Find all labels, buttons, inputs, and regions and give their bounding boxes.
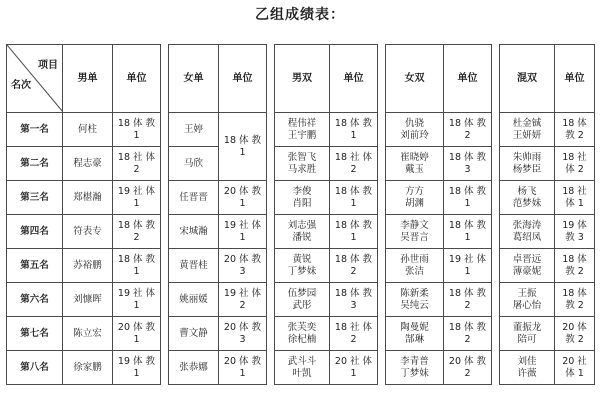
player-name: 郜琳 [404,333,424,345]
player-name: 张芙奕 [287,321,317,333]
column-gap [267,215,275,249]
mixed-doubles-player-cell [500,181,555,215]
table-row [7,215,595,249]
column-gap [267,317,275,351]
mens-doubles-player-cell [275,283,330,317]
column-gap [492,45,500,113]
mens-singles-player-cell [63,147,113,181]
mens-singles-unit-cell: 18 体 教 2 [113,215,161,249]
mixed-doubles-player-cell [500,283,555,317]
column-gap [267,113,275,147]
rank-cell: 第四名 [7,215,63,249]
player-name: 屠心怡 [512,299,542,311]
table-row [7,147,595,181]
player-name: 何柱 [77,123,97,135]
header-mens-doubles: 男双 [275,45,330,113]
column-gap [492,113,500,147]
header-unit: 单位 [219,45,267,113]
womens-singles-player-cell [169,147,219,181]
player-name: 徐杞楠 [287,333,317,345]
player-name: 刘志强 [287,219,317,231]
mixed-doubles-unit-cell: 19 体 教 3 [555,215,595,249]
diagonal-line [7,45,63,112]
player-name: 方方 [404,185,424,197]
header-unit: 单位 [113,45,161,113]
womens-doubles-unit-cell: 18 体 教 2 [444,113,492,147]
header-womens-singles: 女单 [169,45,219,113]
womens-doubles-player-cell [386,215,444,249]
womens-doubles-unit-cell: 18 体 教 3 [444,147,492,181]
player-name: 曹文静 [179,327,208,339]
column-gap [378,181,386,215]
table-row [7,113,595,147]
player-name: 董振龙 [512,321,542,333]
womens-singles-unit-cell: 19 社 体 1 [219,215,267,249]
mixed-doubles-unit-cell: 18 社 体 1 [555,181,595,215]
mixed-doubles-player-cell [500,113,555,147]
player-name: 范梦妹 [512,197,542,209]
header-womens-doubles: 女双 [386,45,444,113]
player-name: 程志豪 [73,157,102,169]
player-name: 潘锐 [292,231,312,243]
player-name: 孙世雨 [400,253,429,265]
player-name: 刘慷晖 [73,293,102,305]
rank-cell: 第六名 [7,283,63,317]
column-gap [161,283,169,317]
mens-singles-unit-cell: 18 体 教 1 [113,249,161,283]
mens-doubles-player-cell [275,181,330,215]
player-name: 姚丽媛 [179,293,208,305]
table-row [7,249,595,283]
column-gap [492,351,500,385]
mens-singles-unit-cell: 19 社 体 1 [113,181,161,215]
player-name: 胡渊 [404,197,424,209]
column-gap [161,249,169,283]
mens-doubles-unit-cell: 18 体 教 1 [330,181,378,215]
corner-label-event: 项目 [38,60,58,71]
player-name: 叶凯 [292,367,312,379]
page-title: 乙组成绩表： [255,7,345,23]
player-name: 张洁 [404,265,424,277]
player-name: 王宇鹏 [287,129,317,141]
womens-singles-player-cell [169,249,219,283]
column-gap [161,113,169,147]
mens-doubles-unit-cell: 18 体 教 1 [330,113,378,147]
mens-doubles-player-cell [275,215,330,249]
player-name: 吴晋言 [400,231,429,243]
womens-doubles-unit-cell: 20 体 教 2 [444,351,492,385]
womens-doubles-player-cell [386,351,444,385]
table-row [7,181,595,215]
column-gap [161,181,169,215]
header-mens-singles: 男单 [63,45,113,113]
rank-cell: 第三名 [7,181,63,215]
womens-singles-unit-cell: 19 社 体 2 [219,283,267,317]
player-name: 陈立宏 [73,327,102,339]
rank-cell: 第八名 [7,351,63,385]
mixed-doubles-unit-cell: 18 体 教 2 [555,283,595,317]
mens-doubles-player-cell [275,147,330,181]
player-name: 王振 [517,287,537,299]
header-unit: 单位 [555,45,595,113]
mens-doubles-unit-cell: 18 体 教 2 [330,249,378,283]
player-name: 张海涛 [512,219,542,231]
player-name: 李青普 [400,355,429,367]
mixed-doubles-unit-cell: 18 体 教 2 [555,113,595,147]
mens-singles-unit-cell: 20 体 教 1 [113,317,161,351]
column-gap [267,283,275,317]
mens-singles-unit-cell: 19 社 体 1 [113,283,161,317]
column-gap [267,181,275,215]
player-name: 伍梦园 [287,287,317,299]
player-name: 卓晋远 [512,253,542,265]
corner-header-cell [7,45,63,113]
column-gap [378,147,386,181]
womens-doubles-player-cell [386,249,444,283]
mens-doubles-unit-cell: 18 体 教 1 [330,215,378,249]
player-name: 肖阳 [292,197,312,209]
mixed-doubles-unit-cell: 20 社 体 1 [555,351,595,385]
column-gap [492,181,500,215]
player-name: 王婷 [183,123,203,135]
results-table [6,44,595,385]
mens-doubles-unit-cell: 20 社 体 1 [330,351,378,385]
mixed-doubles-player-cell [500,351,555,385]
column-gap [161,351,169,385]
column-gap [492,283,500,317]
player-name: 郑椹瀚 [73,191,102,203]
header-unit: 单位 [330,45,378,113]
player-name: 杨梦臣 [512,163,542,175]
corner-label-rank: 名次 [11,80,31,91]
table-row [7,283,595,317]
womens-singles-unit-cell: 20 体 教 1 [219,181,267,215]
mixed-doubles-player-cell [500,249,555,283]
mens-singles-player-cell [63,317,113,351]
player-name: 丁梦妹 [287,265,317,277]
womens-doubles-unit-cell: 18 体 教 1 [444,181,492,215]
womens-singles-player-cell [169,283,219,317]
womens-singles-unit-cell: 20 体 教 3 [219,317,267,351]
womens-singles-unit-cell: 20 体 教 3 [219,249,267,283]
womens-singles-player-cell [169,113,219,147]
womens-doubles-unit-cell: 18 体 教 1 [444,215,492,249]
column-gap [378,283,386,317]
mixed-doubles-unit-cell: 18 社 体 2 [555,147,595,181]
column-gap [161,45,169,113]
player-name: 王妍妍 [512,129,542,141]
rank-cell: 第一名 [7,113,63,147]
womens-singles-unit-cell: 18 体 教 1 [219,113,267,181]
player-name: 朱帅雨 [512,151,542,163]
player-name: 刘佳 [517,355,537,367]
column-gap [161,317,169,351]
womens-doubles-unit-cell: 18 体 教 2 [444,317,492,351]
column-gap [378,317,386,351]
womens-doubles-player-cell [386,283,444,317]
player-name: 崔晓婷 [400,151,429,163]
column-gap [378,113,386,147]
womens-doubles-unit-cell: 19 社 体 1 [444,249,492,283]
mens-singles-player-cell [63,249,113,283]
table-row [7,351,595,385]
mixed-doubles-player-cell [500,147,555,181]
column-gap [161,147,169,181]
mens-singles-unit-cell: 19 体 教 1 [113,351,161,385]
womens-doubles-player-cell [386,147,444,181]
womens-singles-player-cell [169,215,219,249]
mens-doubles-unit-cell: 18 体 教 3 [330,283,378,317]
player-name: 杨飞 [517,185,537,197]
column-gap [492,215,500,249]
mens-singles-player-cell [63,351,113,385]
womens-doubles-unit-cell: 18 体 教 2 [444,283,492,317]
player-name: 薄豪妮 [512,265,542,277]
rank-cell: 第七名 [7,317,63,351]
table-row [7,317,595,351]
column-gap [492,249,500,283]
mens-doubles-player-cell [275,317,330,351]
mixed-doubles-unit-cell: 20 体 教 2 [555,317,595,351]
womens-singles-player-cell [169,317,219,351]
mens-doubles-unit-cell: 18 社 体 2 [330,317,378,351]
player-name: 刘前玲 [400,129,429,141]
mens-singles-player-cell [63,215,113,249]
mens-singles-player-cell [63,181,113,215]
player-name: 吴纯云 [400,299,429,311]
rank-cell: 第五名 [7,249,63,283]
player-name: 苏裕鹏 [73,259,102,271]
column-gap [378,351,386,385]
player-name: 张恭娜 [179,361,208,373]
womens-singles-player-cell [169,181,219,215]
mens-singles-player-cell [63,113,113,147]
mens-doubles-player-cell [275,351,330,385]
column-gap [492,317,500,351]
player-name: 李俊 [292,185,312,197]
player-name: 仇骁 [404,117,424,129]
player-name: 陈新柔 [400,287,429,299]
player-name: 徐家鹏 [73,361,102,373]
player-name: 陪可 [517,333,537,345]
header-unit: 单位 [444,45,492,113]
mens-singles-unit-cell: 18 社 体 2 [113,147,161,181]
column-gap [378,249,386,283]
column-gap [267,147,275,181]
column-gap [267,249,275,283]
mixed-doubles-player-cell [500,215,555,249]
mens-singles-player-cell [63,283,113,317]
womens-singles-player-cell [169,351,219,385]
player-name: 黄锐 [292,253,312,265]
column-gap [267,351,275,385]
mens-doubles-player-cell [275,113,330,147]
womens-doubles-player-cell [386,113,444,147]
player-name: 杜金铖 [512,117,542,129]
mens-doubles-unit-cell: 18 社 体 2 [330,147,378,181]
mens-doubles-player-cell [275,249,330,283]
player-name: 武斗斗 [287,355,317,367]
column-gap [378,45,386,113]
player-name: 马求胜 [287,163,317,175]
column-gap [378,215,386,249]
column-gap [492,147,500,181]
player-name: 许薇 [517,367,537,379]
header-row [7,45,595,113]
player-name: 马欣 [183,157,203,169]
player-name: 符表专 [73,225,102,237]
player-name: 丁梦妹 [400,367,429,379]
mixed-doubles-unit-cell: 18 体 教 2 [555,249,595,283]
player-name: 李静文 [400,219,429,231]
womens-doubles-player-cell [386,181,444,215]
player-name: 武彤 [292,299,312,311]
rank-cell: 第二名 [7,147,63,181]
player-name: 程伟祥 [287,117,317,129]
womens-doubles-player-cell [386,317,444,351]
column-gap [267,45,275,113]
player-name: 宋城瀚 [179,225,208,237]
player-name: 陶曼妮 [400,321,429,333]
header-mixed-doubles: 混双 [500,45,555,113]
player-name: 任晋晋 [179,191,208,203]
column-gap [161,215,169,249]
mixed-doubles-player-cell [500,317,555,351]
player-name: 黄晋桂 [179,259,208,271]
mens-singles-unit-cell: 18 体 教 1 [113,113,161,147]
player-name: 戴玉 [404,163,424,175]
player-name: 葛绍凤 [512,231,542,243]
womens-singles-unit-cell: 20 体 教 1 [219,351,267,385]
player-name: 张智飞 [287,151,317,163]
